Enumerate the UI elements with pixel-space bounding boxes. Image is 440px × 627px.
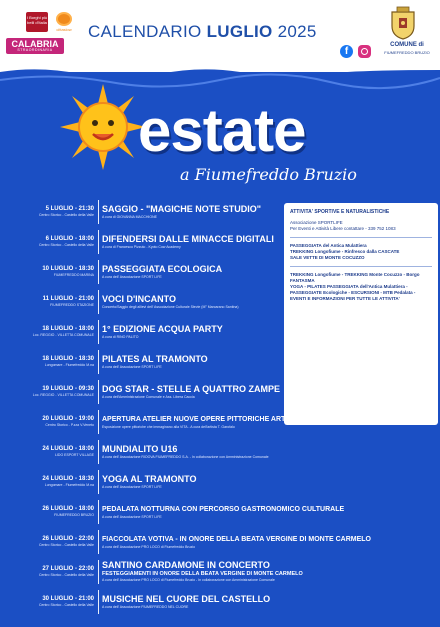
event-date: 24 LUGLIO - 18:30: [42, 476, 94, 482]
event-description: A cura dell' Associazione FIUMEFREDDO NEL CUORE: [102, 605, 189, 609]
event-title: MUNDIALITO U16: [102, 444, 178, 454]
event-description: A cura dell' Associazione RIOOVA FIUMEFREDDO S.A. - In collaborazione con Amministrazione Comunale: [102, 455, 269, 459]
event-date-block: [24, 566, 94, 577]
event-place: LIDO ESPORT VILLAGE: [55, 453, 94, 457]
facebook-icon[interactable]: f: [340, 45, 353, 58]
event-date-block: [24, 596, 94, 607]
sidebox-heading: ATTIVITA' SPORTIVE E NATURALISTICHE: [290, 209, 390, 215]
event-description: A cura dell' Associazione SPORT LIFE: [102, 365, 162, 369]
event-info: [102, 264, 437, 280]
borghi-logo: [26, 12, 48, 32]
cittaslow-logo: [53, 10, 75, 34]
event-title: SAGGIO - "MAGICHE NOTE STUDIO": [102, 204, 262, 214]
sidebox-item-4: TREKKING Longofiume - TREKKING Monte Cocuzzo - Borgo FANTASMA: [290, 272, 420, 283]
event-place: FIUMEFREDDO BRUZIO: [54, 513, 94, 517]
event-place: FIUMEFREDDO STAZIONE: [50, 303, 94, 307]
event-date-block: [24, 236, 94, 247]
event-place: Lungomare - Fiumefreddo M.na: [44, 363, 94, 367]
event-description: A cura di Francesco Pizzuto - Kyoto Cow Academy: [102, 245, 181, 249]
event-row: [0, 407, 440, 436]
title-year: 2025: [272, 22, 317, 41]
instagram-icon[interactable]: [358, 45, 371, 58]
event-info: [102, 294, 437, 310]
event-divider: [98, 230, 99, 254]
sidebox-item-2: TREKKING Longofiume - Rinfresco dalla CASCATE: [290, 249, 400, 254]
event-info: [102, 414, 437, 430]
event-date: 11 LUGLIO - 21:00: [42, 296, 94, 302]
event-date: 5 LUGLIO - 21:30: [45, 206, 94, 212]
event-date-block: [24, 386, 94, 397]
event-date: 18 LUGLIO - 18:00: [42, 326, 94, 332]
event-description: A cura dell'Amministrazione Comunale e Ass. Libera Caccia: [102, 395, 195, 399]
event-date: 26 LUGLIO - 22:00: [42, 536, 94, 542]
event-description: A cura di GIOVANNA MACCHIONE: [102, 215, 157, 219]
event-date-block: [24, 536, 94, 547]
event-date-block: [24, 206, 94, 217]
event-subtitle: FESTEGGIAMENTI IN ONORE DELLA BEATA VERGINE DI MONTE CARMELO: [102, 571, 303, 577]
event-info: [102, 204, 437, 220]
event-divider: [98, 320, 99, 344]
event-place: Centro Storico - Castello della Valle: [39, 603, 94, 607]
snail-icon: [56, 12, 72, 26]
calabria-logo-sub: STRAORDINARIA: [17, 48, 53, 52]
comune-name: FIUMEFREDDO BRUZIO: [384, 50, 430, 55]
page-title: [88, 22, 388, 42]
event-description: A cura dell' Associazione PRO LOCO di Fiumefreddo Bruzio: [102, 545, 196, 549]
sidebox-item-1: PASSEGGIATA del Antica Mulattiera: [290, 243, 367, 248]
event-divider: [98, 410, 99, 434]
estate-wordmark: estate: [138, 97, 306, 164]
event-row: [0, 437, 440, 466]
event-date-block: [24, 356, 94, 367]
event-date: 24 LUGLIO - 18:00: [42, 446, 94, 452]
event-date-block: [24, 326, 94, 337]
event-date: 19 LUGLIO - 09:30: [42, 386, 94, 392]
event-date: 6 LUGLIO - 18:00: [45, 236, 94, 242]
event-date: 10 LUGLIO - 18:30: [42, 266, 94, 272]
calabria-logo-name: CALABRIA: [11, 39, 59, 49]
sun-icon: [58, 82, 148, 172]
event-title: 1° EDIZIONE ACQUA PARTY: [102, 324, 223, 334]
event-description: A cura dell' Associazione PRO LOCO di Fiumefreddo Bruzio - In collaborazione con Amministrazione Comunale: [102, 578, 275, 582]
event-row: [0, 557, 440, 586]
event-title: APERTURA ATELIER NUOVE OPERE PITTORICHE ARTISTA T.GAROFALO: [102, 416, 348, 423]
event-date: 18 LUGLIO - 18:30: [42, 356, 94, 362]
event-divider: [98, 470, 99, 494]
sidebox-item-3: SALE VETTE DI MONTE COCUZZO: [290, 255, 365, 260]
event-row: [0, 587, 440, 616]
event-place: Centro Storico - P.zza V.Veneto: [45, 423, 94, 427]
event-row: [0, 287, 440, 316]
event-divider: [98, 500, 99, 524]
event-info: [102, 354, 437, 370]
header: [0, 0, 440, 72]
event-divider: [98, 200, 99, 224]
event-date: 30 LUGLIO - 21:00: [42, 596, 94, 602]
event-info: [102, 534, 437, 550]
event-date-block: [24, 296, 94, 307]
event-place: Centro Storico - Castello della Valle: [39, 243, 94, 247]
event-divider: [98, 590, 99, 614]
event-info: [102, 384, 437, 400]
event-info: [102, 444, 437, 460]
event-info: [102, 594, 437, 610]
event-title: SANTINO CARDAMONE IN CONCERTO: [102, 560, 270, 570]
event-row: [0, 347, 440, 376]
event-description: Concerto/Saggio degli allievi dell' Associazione Culturale Stevie (M° Marcarano Santina): [102, 305, 239, 309]
comune-label: COMUNE di: [390, 42, 424, 48]
event-place: Lungomare - Fiumefreddo M.na: [44, 483, 94, 487]
event-info: [102, 504, 437, 520]
sidebox-contact: Per Eventi e Attività Libere contattare - 339 752 1083: [290, 226, 396, 231]
event-description: A cura dell' Associazione SPORT LIFE: [102, 485, 162, 489]
event-divider: [98, 290, 99, 314]
event-title: PILATES AL TRAMONTO: [102, 354, 208, 364]
event-date-block: [24, 266, 94, 277]
event-place: Loc. REGGIO - VILLETTA COMUNALE: [32, 393, 94, 397]
event-description: Esposizione opere pittoriche che immaginano alla VITA - A cura dell'artista T. Garofalo: [102, 425, 235, 429]
event-date-block: [24, 446, 94, 457]
municipal-crest-icon: [388, 6, 418, 40]
event-place: Loc. REGGIO - VILLETTA COMUNALE: [32, 333, 94, 337]
cittaslow-logo-text: cittaslow: [56, 27, 72, 32]
event-title: MUSICHE NEL CUORE DEL CASTELLO: [102, 594, 271, 604]
event-description: A cura dell' Associazione SPORT LIFE: [102, 275, 162, 279]
event-info: [102, 324, 437, 340]
event-title: DIFENDERSI DALLE MINACCE DIGITALI: [102, 234, 274, 244]
event-place: Centro Storico - Castello della Valle: [39, 213, 94, 217]
event-row: [0, 317, 440, 346]
title-prefix: CALENDARIO: [88, 22, 207, 41]
event-divider: [98, 530, 99, 554]
event-divider: [98, 440, 99, 464]
event-place: Centro Storico - Castello della Valle: [39, 543, 94, 547]
event-date: 20 LUGLIO - 19:00: [42, 416, 94, 422]
event-place: FIUMEFREDDO MARINA: [53, 273, 94, 277]
event-info: [102, 560, 437, 583]
event-title: PEDALATA NOTTURNA CON PERCORSO GASTRONOMICO CULTURALE: [102, 506, 345, 513]
event-description: A cura di RINO PALITO: [102, 335, 139, 339]
event-description: A cura dell' Associazione SPORT LIFE: [102, 515, 162, 519]
event-date-block: [24, 416, 94, 427]
event-title: FIACCOLATA VOTIVA - IN ONORE DELLA BEATA VERGINE DI MONTE CARMELO: [102, 536, 371, 543]
event-date: 27 LUGLIO - 22:00: [42, 566, 94, 572]
sidebox-item-5: YOGA - PILATES PASSEGGIATA dell'Antica Mulattiera - PASSEGGIATE Ecologiche - ESCURSIONI - MTB Pedalata - EVENTI E INFORMAZIONI PER TUTTE LE ATTIVITA': [290, 284, 416, 301]
event-title: PASSEGGIATA ECOLOGICA: [102, 264, 223, 274]
borghi-logo-text: I Borghi più belli d'Italia: [26, 15, 48, 25]
event-place: Centro Storico - Castello della Valle: [39, 573, 94, 577]
event-title: YOGA AL TRAMONTO: [102, 474, 197, 484]
event-title: DOG STAR - STELLE A QUATTRO ZAMPE: [102, 384, 280, 394]
event-info: [102, 234, 437, 250]
event-date: 26 LUGLIO - 18:00: [42, 506, 94, 512]
event-row: [0, 257, 440, 286]
event-divider: [98, 260, 99, 284]
title-month: LUGLIO: [206, 22, 273, 41]
event-row: [0, 497, 440, 526]
event-date-block: [24, 506, 94, 517]
event-row: [0, 377, 440, 406]
event-info: [102, 474, 437, 490]
event-date-block: [24, 476, 94, 487]
calabria-logo: [6, 38, 64, 54]
hero-subtitle: a Fiumefreddo Bruzio: [180, 165, 357, 184]
event-divider: [98, 560, 99, 584]
event-divider: [98, 350, 99, 374]
event-title: VOCI D'INCANTO: [102, 294, 176, 304]
event-row: [0, 197, 440, 226]
event-row: [0, 467, 440, 496]
event-divider: [98, 380, 99, 404]
event-row: [0, 227, 440, 256]
sidebox-assoc: Associazione SPORTLIFE: [290, 220, 343, 225]
event-row: [0, 527, 440, 556]
